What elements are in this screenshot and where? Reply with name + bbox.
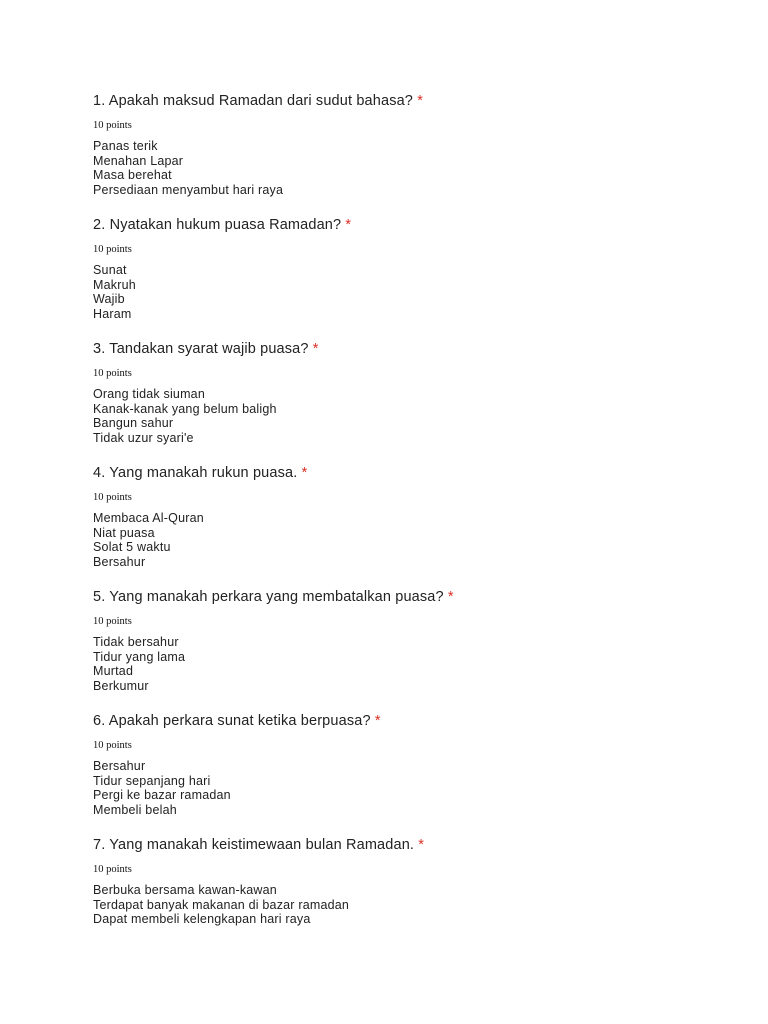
option-item: Makruh [93, 277, 136, 292]
option-item: Terdapat banyak makanan di bazar ramadan [93, 897, 350, 912]
question-1 [93, 92, 733, 216]
option-item: Bersahur [93, 555, 146, 570]
option-item: Niat puasa [93, 525, 155, 540]
question-title: 7. Yang manakah keistimewaan bulan Ramadan. * [93, 837, 425, 853]
option-item: Wajib [93, 292, 125, 307]
question-title: 3. Tandakan syarat wajib puasa? * [93, 341, 319, 357]
option-item: Tidur sepanjang hari [93, 773, 211, 788]
question-points: 10 points [93, 244, 132, 255]
question-points: 10 points [93, 368, 132, 379]
option-item: Tidak bersahur [93, 635, 179, 649]
option-item: Bersahur [93, 759, 146, 773]
option-item: Berkumur [93, 679, 149, 694]
required-marker: * [312, 341, 319, 357]
option-item: Sunat [93, 263, 127, 277]
quiz-document [93, 92, 733, 960]
question-title: 6. Apakah perkara sunat ketika berpuasa? * [93, 713, 381, 729]
option-list [93, 263, 733, 322]
option-item: Kanak-kanak yang belum baligh [93, 401, 277, 416]
question-title: 5. Yang manakah perkara yang membatalkan puasa? * [93, 589, 454, 605]
option-list [93, 759, 733, 818]
option-list [93, 387, 733, 446]
question-5 [93, 588, 733, 712]
option-item: Berbuka bersama kawan-kawan [93, 883, 277, 897]
question-points: 10 points [93, 492, 132, 503]
required-marker: * [417, 93, 424, 109]
option-list [93, 511, 733, 570]
question-title: 1. Apakah maksud Ramadan dari sudut bahasa? * [93, 93, 424, 109]
option-list [93, 635, 733, 694]
required-marker: * [447, 589, 454, 605]
required-marker: * [374, 713, 381, 729]
required-marker: * [418, 837, 425, 853]
option-item: Murtad [93, 664, 134, 679]
option-item: Membeli belah [93, 803, 177, 818]
question-points: 10 points [93, 740, 132, 751]
option-item: Orang tidak siuman [93, 387, 205, 401]
option-list [93, 139, 733, 198]
question-points: 10 points [93, 864, 132, 875]
option-item: Pergi ke bazar ramadan [93, 788, 231, 803]
question-points: 10 points [93, 120, 132, 131]
option-item: Panas terik [93, 139, 158, 153]
question-3 [93, 340, 733, 464]
option-list [93, 883, 733, 927]
question-4 [93, 464, 733, 588]
option-item: Tidak uzur syari'e [93, 431, 194, 446]
option-item: Menahan Lapar [93, 153, 184, 168]
option-item: Haram [93, 307, 132, 322]
question-title: 4. Yang manakah rukun puasa. * [93, 465, 308, 481]
option-item: Masa berehat [93, 168, 172, 183]
required-marker: * [345, 217, 352, 233]
option-item: Tidur yang lama [93, 649, 186, 664]
required-marker: * [301, 465, 308, 481]
option-item: Persediaan menyambut hari raya [93, 183, 284, 198]
question-7 [93, 836, 733, 960]
question-2 [93, 216, 733, 340]
question-points: 10 points [93, 616, 132, 627]
option-item: Solat 5 waktu [93, 540, 171, 555]
question-6 [93, 712, 733, 836]
question-title: 2. Nyatakan hukum puasa Ramadan? * [93, 217, 352, 233]
option-item: Membaca Al-Quran [93, 511, 204, 525]
option-item: Bangun sahur [93, 416, 174, 431]
option-item: Dapat membeli kelengkapan hari raya [93, 912, 311, 927]
